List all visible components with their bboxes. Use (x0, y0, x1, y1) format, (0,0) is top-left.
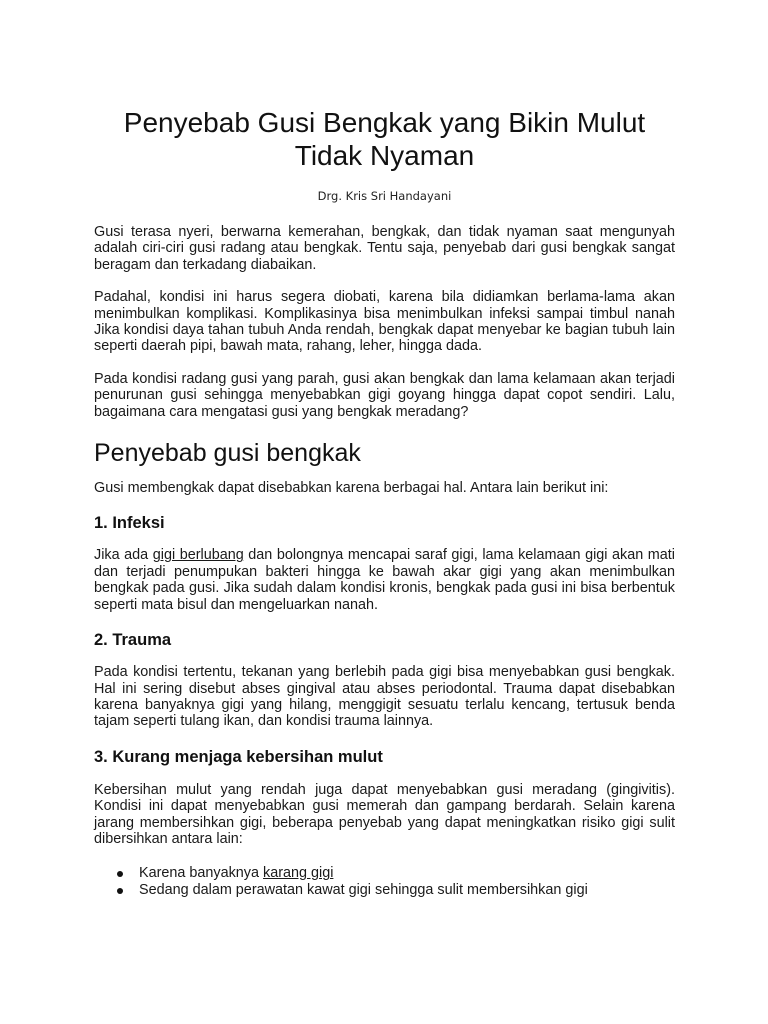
karang-gigi-link[interactable]: karang gigi (263, 865, 334, 882)
intro-paragraph: Padahal, kondisi ini harus segera diobati, karena bila didiamkan berlama-lama akan menimbulkan komplikasi. Komplikasinya bisa menimbulkan infeksi sampai timbul nanah Jika kondisi daya tahan tubuh Anda rendah, bengkak dapat menyebar ke bagian tubuh lain seperti daerah pipi, bawah mata, rahang, leher, hingga dada. (94, 289, 675, 355)
section-heading: Penyebab gusi bengkak (94, 439, 361, 468)
list-item (94, 882, 675, 899)
risk-factor-list (94, 865, 675, 899)
author-name: Drg. Kris Sri Handayani (317, 189, 452, 203)
cause-heading-kebersihan: 3. Kurang menjaga kebersihan mulut (94, 747, 383, 766)
document-title: Penyebab Gusi Bengkak yang Bikin Mulut Tidak Nyaman (123, 107, 646, 171)
intro-paragraph: Gusi terasa nyeri, berwarna kemerahan, bengkak, dan tidak nyaman saat mengunyah adalah ciri-ciri gusi radang atau bengkak. Tentu saja, penyebab dari gusi bengkak sangat beragam dan terkadang diabaikan. (94, 224, 675, 273)
list-item-text: Sedang dalam perawatan kawat gigi sehingga sulit membersihkan gigi (139, 882, 588, 899)
bullet-icon (117, 871, 123, 877)
list-item-text: Karena banyaknya (139, 865, 264, 882)
cause-paragraph-trauma: Pada kondisi tertentu, tekanan yang berlebih pada gigi bisa menyebabkan gusi bengkak. Hal ini sering disebut abses gingival atau abses periodontal. Trauma dapat disebabkan karena banyaknya gigi yang hilang, menggigit sesuatu terlalu kencang, tertusuk benda tajam seperti tulang ikan, dan kondisi trauma lainnya. (94, 664, 675, 730)
bullet-icon (117, 888, 123, 894)
cause-paragraph-kebersihan: Kebersihan mulut yang rendah juga dapat menyebabkan gusi meradang (gingivitis). Kondisi ini dapat menyebabkan gusi memerah dan gampang berdarah. Selain karena jarang membersihkan gigi, beberapa penyebab yang dapat meningkatkan risiko gigi sulit dibersihkan antara lain: (94, 781, 675, 847)
paragraph-text: Jika ada (94, 547, 153, 564)
document-content (94, 106, 675, 899)
list-item (94, 865, 675, 882)
gigi-berlubang-link[interactable]: gigi berlubang (152, 547, 244, 564)
intro-paragraph: Pada kondisi radang gusi yang parah, gusi akan bengkak dan lama kelamaan akan terjadi penurunan gusi sehingga menyebabkan gigi goyang hingga dapat copot sendiri. Lalu, bagaimana cara mengatasi gusi yang bengkak meradang? (94, 370, 675, 420)
section-intro: Gusi membengkak dapat disebabkan karena berbagai hal. Antara lain berikut ini: (94, 480, 609, 497)
cause-heading-infeksi: 1. Infeksi (94, 514, 165, 533)
cause-heading-trauma: 2. Trauma (94, 631, 172, 650)
paragraph-text: dan bolongnya mencapai saraf gigi, lama kelamaan gigi akan mati dan terjadi penumpukan bakteri hingga ke bawah akar gigi yang akan menimbulkan bengkak pada gusi. Jika sudah dalam kondisi kronis, bengkak pada gusi ini bisa berbentuk seperti mata bisul dan mengeluarkan nanah. (94, 547, 675, 613)
cause-paragraph-infeksi (94, 547, 675, 613)
